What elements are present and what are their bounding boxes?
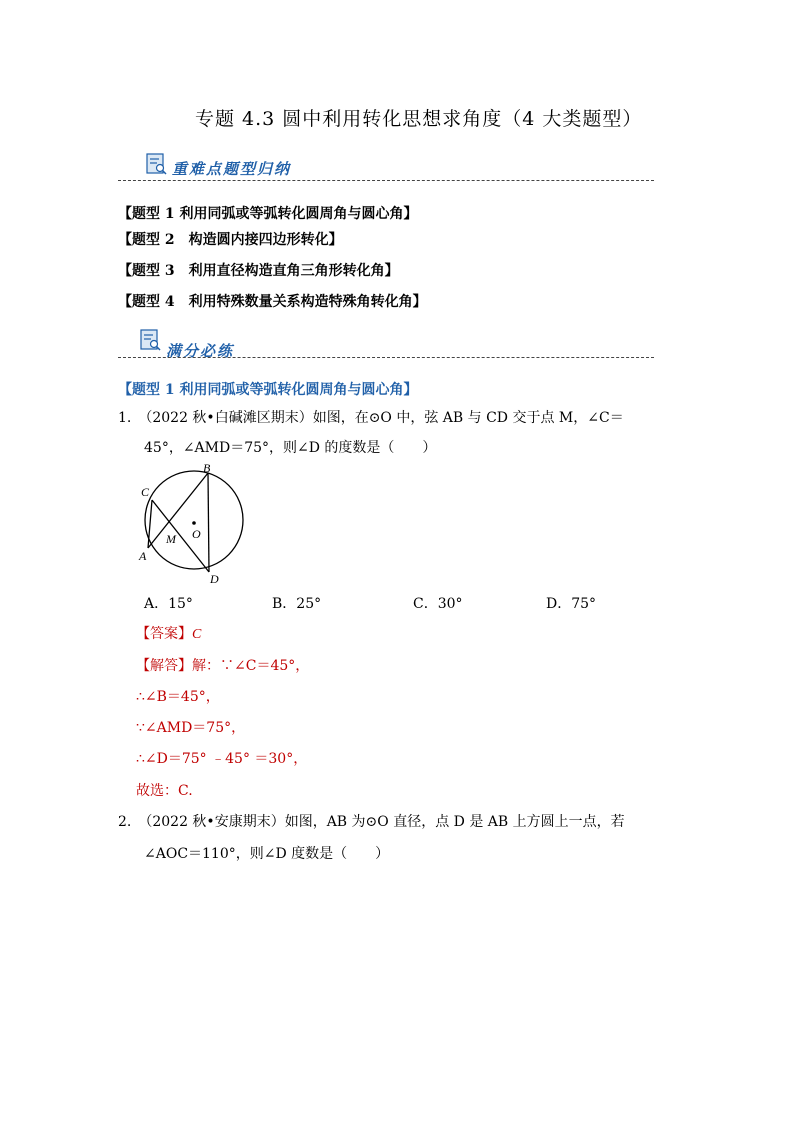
q1-stem-line1: 1. （2022 秋•白碱滩区期末）如图，在⊙O 中，弦 AB 与 CD 交于点 M，∠C＝ (118, 410, 624, 426)
document-icon (140, 329, 162, 351)
q1-solution-line: 故选：C. (136, 783, 193, 799)
section-divider (118, 180, 654, 181)
q1-solution-line: ∴∠B＝45°， (136, 689, 220, 705)
page-title: 专题 4.3 圆中利用转化思想求角度（4 大类题型） (195, 108, 643, 130)
label-O: O (192, 527, 201, 541)
topic-item: 【题型 3 利用直径构造直角三角形转化角】 (118, 263, 399, 279)
answer-tag: 【答案】 (136, 626, 192, 642)
option-b: B．25° (272, 596, 322, 612)
topic-item: 【题型 1 利用同弧或等弧转化圆周角与圆心角】 (118, 206, 418, 222)
answer-value: C (192, 627, 202, 642)
q1-answer (136, 623, 201, 643)
q1-circle-figure (136, 458, 250, 584)
q1-solution-line: ∵∠AMD＝75°， (136, 720, 246, 736)
topic-item: 【题型 2 构造圆内接四边形转化】 (118, 232, 343, 248)
section-summary-label: 重难点题型归纳 (172, 160, 292, 178)
q1-solution-line: 【解答】解：∵∠C＝45°， (136, 658, 310, 674)
section-divider (118, 357, 654, 358)
option-a: A．15° (144, 596, 193, 612)
q2-stem-line2: ∠AOC＝110°，则∠D 度数是（ ） (144, 846, 390, 862)
topic-item: 【题型 4 利用特殊数量关系构造特殊角转化角】 (118, 294, 427, 310)
option-c: C．30° (413, 596, 463, 612)
practice-topic-heading: 【题型 1 利用同弧或等弧转化圆周角与圆心角】 (118, 382, 418, 398)
document-icon (146, 153, 168, 175)
solution-tag: 【解答】 (136, 658, 192, 674)
section-practice-label: 满分必练 (166, 342, 235, 360)
label-B: B (203, 461, 211, 475)
q1-solution-line: ∴∠D＝75° ﹣45° ＝30°， (136, 751, 308, 767)
option-d: D．75° (546, 596, 597, 612)
label-D: D (210, 572, 219, 584)
label-M: M (166, 532, 176, 546)
q2-stem-line1: 2. （2022 秋•安康期末）如图，AB 为⊙O 直径，点 D 是 AB 上方圆上一点，若 (118, 814, 625, 830)
label-A: A (139, 549, 147, 563)
q1-stem-line2: 45°，∠AMD＝75°，则∠D 的度数是（ ） (144, 440, 437, 456)
label-C: C (141, 485, 150, 499)
